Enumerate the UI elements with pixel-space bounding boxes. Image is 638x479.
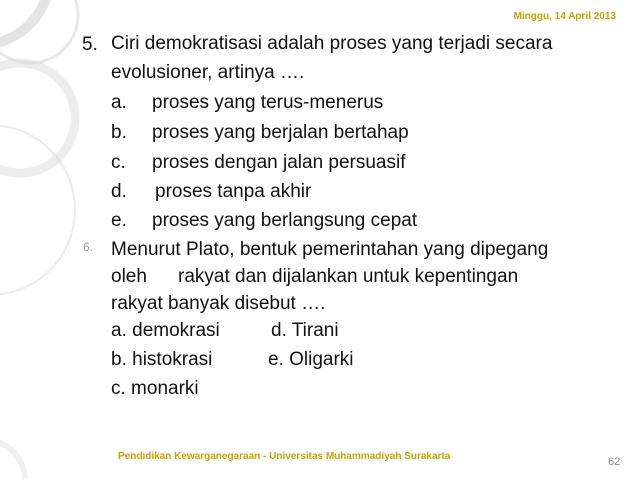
question-5-stem-line-1: Ciri demokratisasi adalah proses yang terjadi secara	[111, 33, 553, 54]
question-5-option-d-letter: d.	[111, 181, 127, 202]
question-6-option-a: a. demokrasi	[111, 320, 220, 341]
question-5-option-e-letter: e.	[111, 210, 127, 231]
question-5-option-a-letter: a.	[111, 92, 127, 113]
question-5-stem-line-2: evolusioner, artinya ….	[111, 62, 305, 83]
question-6-option-b: b. histokrasi	[111, 349, 213, 370]
question-6-option-c: c. monarki	[111, 378, 199, 399]
question-5-option-b: proses yang berjalan bertahap	[152, 122, 409, 143]
slide-date: Minggu, 14 April 2013	[513, 11, 616, 22]
question-5-option-d: proses tanpa akhir	[155, 181, 312, 202]
question-5-option-b-letter: b.	[111, 122, 127, 143]
slide-footer: Pendidikan Kewarganegaraan - Universitas Muhammadiyah Surakarta	[118, 451, 451, 462]
page-number: 62	[608, 456, 621, 468]
question-5-option-e: proses yang berlangsung cepat	[152, 210, 418, 231]
question-5-option-a: proses yang terus-menerus	[152, 92, 384, 113]
question-6-stem-line-3: rakyat banyak disebut ….	[111, 293, 326, 314]
question-6-stem-line-2b: rakyat dan dijalankan untuk kepentingan	[178, 266, 519, 287]
question-6-stem-line-1: Menurut Plato, bentuk pemerintahan yang dipegang	[111, 239, 549, 260]
question-5-option-c: proses dengan jalan persuasif	[152, 152, 406, 173]
question-6-number: 6.	[83, 240, 94, 254]
question-5-number: 5.	[82, 34, 98, 55]
question-6-option-d: d. Tirani	[271, 320, 339, 341]
question-5-option-c-letter: c.	[111, 152, 126, 173]
question-6-option-e: e. Oligarki	[268, 349, 354, 370]
question-6-stem-line-2a: oleh	[111, 266, 147, 287]
